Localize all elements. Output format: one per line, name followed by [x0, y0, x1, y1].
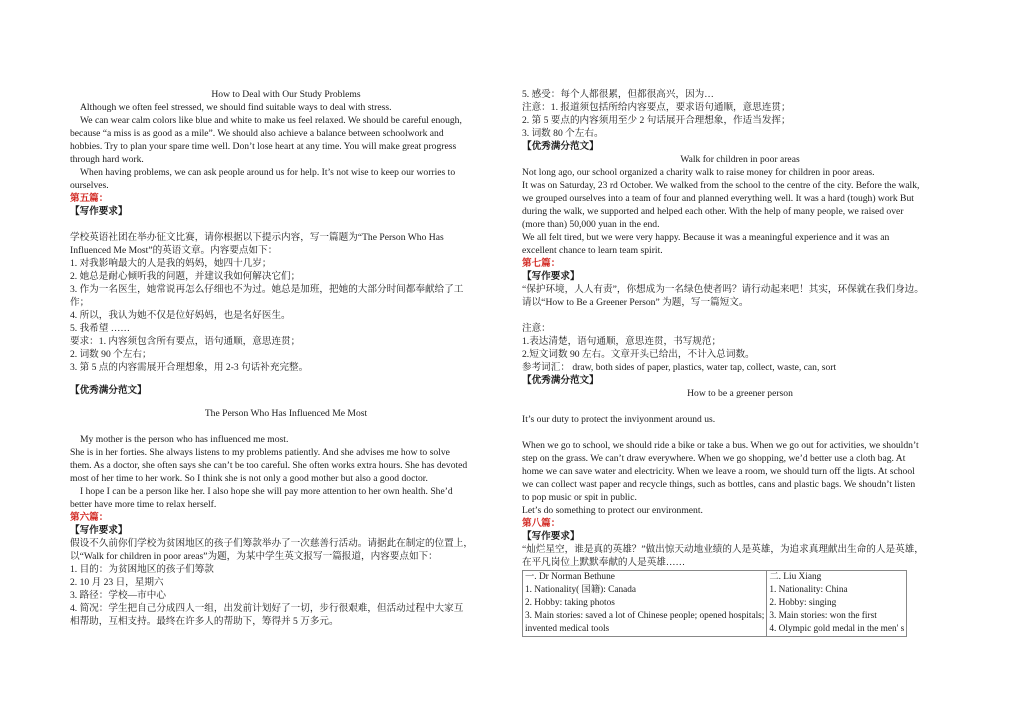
- table-line: 2. Hobby: taking photos: [525, 598, 615, 608]
- table-cell-liu-xiang: [767, 571, 907, 637]
- text-line: 2.短文词数 90 左右。文章开头已给出，不计入总词数。: [522, 349, 755, 360]
- text-line: 作；: [70, 297, 90, 308]
- text-line: home we can save water and electricity. When we leave a room, we should turn off the ligts. At school: [522, 466, 915, 477]
- section-heading: 第五篇：: [70, 193, 109, 204]
- text-line: 1. 对我影响最大的人是我的妈妈，她四十几岁；: [70, 258, 272, 269]
- text-line: Not long ago, our school organized a charity walk to raise money for children in poor areas.: [522, 167, 875, 178]
- text-line: Although we often feel stressed, we should find suitable ways to deal with stress.: [80, 102, 392, 113]
- text-line: Let’s do something to protect our environment.: [522, 505, 703, 516]
- text-line: 4. 简况：学生把自己分成四人一组，出发前计划好了一切，步行很艰难，但活动过程中大家互: [70, 603, 464, 614]
- text-line: It’s our duty to protect the inviyonment around us.: [522, 414, 716, 425]
- text-line: 2. 10 月 23 日，星期六: [70, 577, 164, 588]
- text-line: 参考词汇： draw, both sides of paper, plastics, water tap, collect, waste, can, sort: [522, 362, 837, 373]
- text-line: “灿烂星空，谁是真的英雄？”做出惊天动地业绩的人是英雄，为追求真理献出生命的人是英雄，: [522, 544, 924, 555]
- text-line: Influenced Me Most”的英语文章。内容要点如下：: [70, 245, 278, 256]
- text-line: It was on Saturday, 23 rd October. We walked from the school to the centre of the city. Before the walk,: [522, 180, 920, 191]
- text-line: 1. 目的：为贫困地区的孩子们筹款: [70, 564, 214, 575]
- essay-title: How to Deal with Our Study Problems: [211, 89, 361, 100]
- text-line: step on the grass. We can’t draw everywhere. When we go shopping, we’d better use a cloth bag. At: [522, 453, 906, 464]
- text-line: 注意：: [522, 323, 551, 334]
- text-line: [70, 218, 502, 231]
- table-line: 1. Nationality: China: [769, 585, 848, 595]
- text-line: My mother is the person who has influenced me most.: [80, 434, 289, 445]
- table-line: 3. Main stories: saved a lot of Chinese people; opened hospitals;: [525, 611, 765, 621]
- table-line: 2. Hobby: singing: [769, 598, 837, 608]
- text-line: 学校英语社团在举办征文比赛，请你根据以下提示内容，写一篇题为“The Person Who Has: [70, 232, 444, 243]
- essay-title: How to be a greener person: [687, 388, 793, 399]
- text-line: 在平凡岗位上默默奉献的人是英雄……: [522, 557, 686, 568]
- text-line: during the walk, we supported and helped each other. With the help of many people, we raised over: [522, 206, 904, 217]
- subsection-heading: 【写作要求】: [70, 206, 128, 217]
- section-heading: 第八篇：: [522, 518, 561, 529]
- text-line: 以“Walk for children in poor areas”为题，为某中学生英文报写一篇报道，内容要点如下：: [70, 551, 438, 562]
- subsection-heading: 【优秀满分范文】: [70, 385, 147, 396]
- heroes-table: [522, 570, 907, 637]
- text-line: “保护环境，人人有责”，你想成为一名绿色使者吗？请行动起来吧！其实，环保就在我们身边。: [522, 284, 924, 295]
- subsection-heading: 【优秀满分范文】: [522, 141, 599, 152]
- table-cell-bethune: [523, 571, 767, 637]
- section-heading: 第七篇：: [522, 258, 561, 269]
- text-line: She is in her forties. She always listens to my problems patiently. And she advises me how to solve: [70, 447, 450, 458]
- text-line: 4. 所以，我认为她不仅是位好妈妈，也是名好医生。: [70, 310, 291, 321]
- text-line: I hope I can be a person like her. I also hope she will pay more attention to her own health. She’d: [80, 486, 453, 497]
- text-line: [522, 309, 958, 322]
- text-line: [70, 374, 502, 384]
- text-line: 5. 我希望 ……: [70, 323, 130, 334]
- table-line: 3. Main stories: won the first: [769, 611, 877, 621]
- subsection-heading: 【写作要求】: [522, 531, 580, 542]
- essay-title: Walk for children in poor areas: [680, 154, 800, 165]
- text-line: 请以“How to Be a Greener Person” 为题，写一篇短文。: [522, 297, 749, 308]
- text-line: most of her time to her work. So I think she is not only a good mother but also a good doctor.: [70, 473, 428, 484]
- text-line: 1.表达清楚，语句通顺，意思连贯，书写规范；: [522, 336, 722, 347]
- text-line: 5. 感受：每个人都很累，但都很高兴，因为…: [522, 89, 714, 100]
- table-line: invented medical tools: [525, 624, 610, 634]
- text-line: better have more time to relax herself.: [70, 499, 217, 510]
- text-line: 相帮助，互相支持。最终在许多人的帮助下，筹得并 5 万多元。: [70, 616, 339, 627]
- table-row: [523, 571, 907, 637]
- text-line: 假设不久前你们学校为贫困地区的孩子们筹款举办了一次慈善行活动。请据此在制定的位置上，: [70, 538, 473, 549]
- text-line: excellent chance to learn team spirit.: [522, 245, 663, 256]
- text-line: (more than) 50,000 yuan in the end.: [522, 219, 660, 230]
- text-line: We all felt tired, but we were very happy. Because it was a meaningful experience and it was an: [522, 232, 890, 243]
- text-line: 2. 词数 90 个左右；: [70, 349, 152, 360]
- table-line: 一. Dr Norman Bethune: [525, 572, 615, 582]
- table-line: 二. Liu Xiang: [769, 572, 822, 582]
- right-column: [522, 88, 958, 637]
- text-line: to pop music or spit in public.: [522, 492, 637, 503]
- text-line: When we go to school, we should ride a bike or take a bus. When we go out for activities, we shouldn’t: [522, 440, 919, 451]
- text-line: 2. 第 5 要点的内容须用至少 2 句话展开合理想象，作适当发挥；: [522, 115, 791, 126]
- text-line: we can collect wast paper and recycle things, such as bottles, cans and plastic bags. We shoudn’t listen: [522, 479, 916, 490]
- text-line: 注意：1. 报道须包括所给内容要点，要求语句通顺，意思连贯；: [522, 102, 791, 113]
- section-heading: 第六篇：: [70, 512, 109, 523]
- text-line: [70, 397, 502, 407]
- text-line: we grouped ourselves into a team of four and planned everything well. It was a hard (tough) work But: [522, 193, 914, 204]
- subsection-heading: 【写作要求】: [70, 525, 128, 536]
- text-line: 3. 第 5 点的内容需展开合理想象，用 2-3 句话补充完整。: [70, 362, 309, 373]
- text-line: 3. 词数 80 个左右。: [522, 128, 604, 139]
- text-line: [522, 426, 958, 439]
- subsection-heading: 【优秀满分范文】: [522, 375, 599, 386]
- text-line: them. As a doctor, she often says she can’t be too careful. She often works extra hours. She has devoted: [70, 460, 468, 471]
- text-line: [70, 420, 502, 433]
- text-line: through hard work.: [70, 154, 144, 165]
- table-line: 1. Nationality( 国籍): Canada: [525, 585, 637, 595]
- text-line: 2. 她总是耐心倾听我的问题，并建议我如何解决它们；: [70, 271, 301, 282]
- text-line: 3. 作为一名医生，她常说再怎么仔细也不为过。她总是加班，把她的大部分时间都奉献给了工: [70, 284, 464, 295]
- table-line: 4. Olympic gold medal in the men' s: [769, 624, 905, 634]
- text-line: hobbies. Try to plan your spare time well. Don’t lose heart at any time. You will make great progress: [70, 141, 457, 152]
- text-line: ourselves.: [70, 180, 109, 191]
- text-line: because “a miss is as good as a mile”. We should also achieve a balance between schoolwork and: [70, 128, 444, 139]
- essay-title: The Person Who Has Influenced Me Most: [204, 408, 368, 419]
- text-line: [522, 400, 958, 413]
- text-line: We can wear calm colors like blue and white to make us feel relaxed. We should be careful enough,: [80, 115, 462, 126]
- subsection-heading: 【写作要求】: [522, 271, 580, 282]
- text-line: 要求：1. 内容须包含所有要点，语句通顺，意思连贯；: [70, 336, 301, 347]
- text-line: 3. 路径：学校—市中心: [70, 590, 166, 601]
- text-line: When having problems, we can ask people around us for help. It’s not wise to keep our worries to: [80, 167, 456, 178]
- right-text: [522, 88, 958, 569]
- left-column: [70, 88, 502, 628]
